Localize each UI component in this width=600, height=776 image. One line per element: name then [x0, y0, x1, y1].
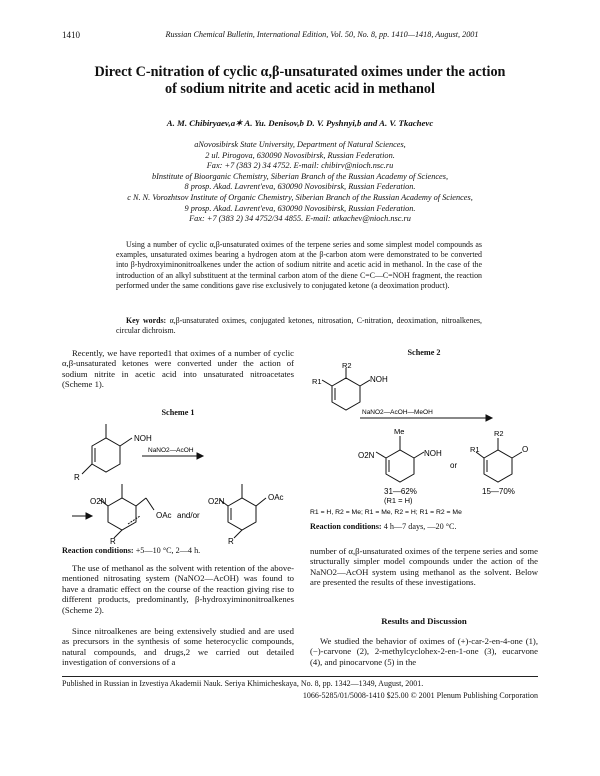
- affiliation-line: aNovosibirsk State University, Department of Natural Sciences,: [194, 140, 406, 149]
- page-number: 1410: [62, 30, 80, 40]
- right-paragraph-2: We studied the behavior of oximes of (+)-car-2-en-4-one (1), (−)-carvone (2), 2-methylcyclohex-2-en-1-one (3), eucarvone (4), and pinocarvone (5) in the: [310, 636, 538, 667]
- r-label: R: [74, 473, 80, 482]
- keywords: [116, 316, 482, 336]
- no2-label-2: O2N: [208, 497, 225, 506]
- oxime-ring: [332, 378, 360, 410]
- scheme-2-diagram: [310, 360, 538, 516]
- r1-label: R1: [312, 377, 322, 386]
- conditions-text-2: 4 h—7 days, —20 °C.: [383, 522, 457, 531]
- affiliation-line: 8 prosp. Akad. Lavrent'eva, 630090 Novosibirsk, Russian Federation.: [184, 182, 416, 192]
- conditions-text: +5—10 °C, 2—4 h.: [135, 546, 201, 555]
- scheme-1-title: Scheme 1: [161, 408, 195, 417]
- author-list: A. M. Chibiryaev,a✶ A. Yu. Denisov,b D. V. Pyshnyi,b and A. V. Tkachevc: [166, 118, 434, 128]
- r2-label-2: R2: [494, 429, 504, 438]
- oac-label-2: OAc: [268, 493, 284, 502]
- affiliations: [62, 140, 538, 225]
- conditions-label: Reaction conditions:: [62, 546, 134, 555]
- scheme-2-title: Scheme 2: [407, 348, 441, 357]
- noh-label-2: NOH: [424, 449, 442, 458]
- abstract: Using a number of cyclic α,β-unsaturated oximes of the terpene series and some simplest model compounds as examples, unsaturated oximes bearing a hydrogen atom at the β-carbon atom were demonstrated to be converted into β-hydroxyiminonitroalkenes under the action of sodium nitrite and acetic acid in methanol. In the case of the introduction of an alkyl substituent at the terminal carbon atom of the diene C=C—C=NOH fragment, the reaction performed under the same conditions gave rise exclusively to conjugated ketone (a deoximation product).: [116, 240, 482, 290]
- scheme-1-conditions: [62, 546, 294, 555]
- r1-label-2: R1: [470, 445, 480, 454]
- publication-note: Published in Russian in Izvestiya Akademii Nauk. Seriya Khimicheskaya, No. 8, pp. 1342—1349, August, 2001.: [62, 679, 424, 688]
- affiliation-line: Fax: +7 (383 2) 34 4752/34 4855. E-mail: atkachev@nioch.nsc.ru: [189, 214, 411, 224]
- r-label-2: R: [110, 537, 116, 545]
- paper-title: [62, 64, 538, 98]
- or-label: or: [450, 461, 458, 470]
- carbonyl-o-label: O: [522, 445, 529, 454]
- affiliation-line: bInstitute of Bioorganic Chemistry, Siberian Branch of the Russian Academy of Sciences,: [151, 171, 449, 181]
- reagent-label-2: NaNO2—AcOH—MeOH: [362, 409, 433, 416]
- title-line-1: Direct C-nitration of cyclic α,β-unsaturated oximes under the action: [94, 64, 506, 80]
- issn-line: 1066-5285/01/5008-1410 $25.00 © 2001 Plenum Publishing Corporation: [302, 691, 538, 700]
- yield-1-note: (R1 = H): [384, 496, 413, 505]
- yield-2: 15—70%: [482, 487, 515, 496]
- me-label: Me: [394, 427, 405, 436]
- nitro-oxime-ring: [386, 450, 414, 482]
- paragraph-3: Since nitroalkenes are being extensively studied and are used as precursors in the synthesis of some heterocyclic compounds, natural compounds, and drugs,2 we carried out detailed investigation of conversions of a: [62, 626, 294, 668]
- keywords-text: α,β-unsaturated oximes, conjugated ketones, nitrosation, C-nitration, deoximation, nitroalkenes, circular dichroism.: [116, 316, 482, 336]
- product-ring-2: [228, 498, 256, 530]
- noh-label: NOH: [370, 375, 388, 384]
- no2-label: O2N: [90, 497, 107, 506]
- product-ring-1: [108, 498, 136, 530]
- ketone-ring: [484, 450, 512, 482]
- yield-1: 31—62%: [384, 487, 417, 496]
- affiliation-line: c N. N. Vorozhtsov Institute of Organic Chemistry, Siberian Branch of the Russian Academy of Sciences,: [127, 192, 473, 202]
- intro-paragraph: Recently, we have reported1 that oximes of a number of cyclic α,β-unsaturated ketones were converted under the action of sodium nitrite in acetic acid into unsaturated nitroacetates (Scheme 1).: [62, 348, 294, 390]
- journal-citation: Russian Chemical Bulletin, International Edition, Vol. 50, No. 8, pp. 1410—1418, August, 2001: [165, 30, 479, 39]
- and-or-label: and/or: [177, 511, 200, 520]
- oxime-bond: [120, 438, 132, 446]
- footer-rule: [62, 676, 538, 677]
- keywords-label: Key words:: [126, 316, 167, 325]
- conditions-label-2: Reaction conditions:: [310, 522, 382, 531]
- affiliation-line: Fax: +7 (383 2) 34 4752. E-mail: chibirv@nioch.nsc.ru: [206, 161, 394, 171]
- title-line-2: of sodium nitrite and acetic acid in methanol: [165, 81, 435, 97]
- scheme-2-conditions: [310, 522, 538, 531]
- affiliation-line: 2 ul. Pirogova, 630090 Novosibirsk, Russian Federation.: [205, 150, 395, 160]
- no2-label-3: O2N: [358, 451, 375, 460]
- oxime-label: NOH: [134, 434, 152, 443]
- affiliation-line: 9 prosp. Akad. Lavrent'eva, 630090 Novosibirsk, Russian Federation.: [184, 203, 416, 213]
- r2-label: R2: [342, 361, 352, 370]
- paragraph-2: The use of methanol as the solvent with retention of the above-mentioned nitrosating system (NaNO2—AcOH) was found to have a dramatic effect on the course of the reaction giving rise to different products, predominantly, β-hydroxyiminonitroalkenes (Scheme 2).: [62, 563, 294, 615]
- section-heading: Results and Discussion: [381, 616, 467, 626]
- scheme-1-diagram: [62, 420, 294, 545]
- cyclohexene-ring: [92, 438, 120, 472]
- r-label-3: R: [228, 537, 234, 545]
- reagent-label: NaNO2—AcOH: [148, 447, 194, 454]
- oac-label: OAc: [156, 511, 172, 520]
- right-paragraph-1: number of α,β-unsaturated oximes of the terpene series and some structurally simpler model compounds under the action of the NaNO2—AcOH system using methanol as the solvent. Below are presented the results of these investigations.: [310, 546, 538, 588]
- substituent-list: R1 = H, R2 = Me; R1 = Me, R2 = H; R1 = R2 = Me: [310, 509, 462, 516]
